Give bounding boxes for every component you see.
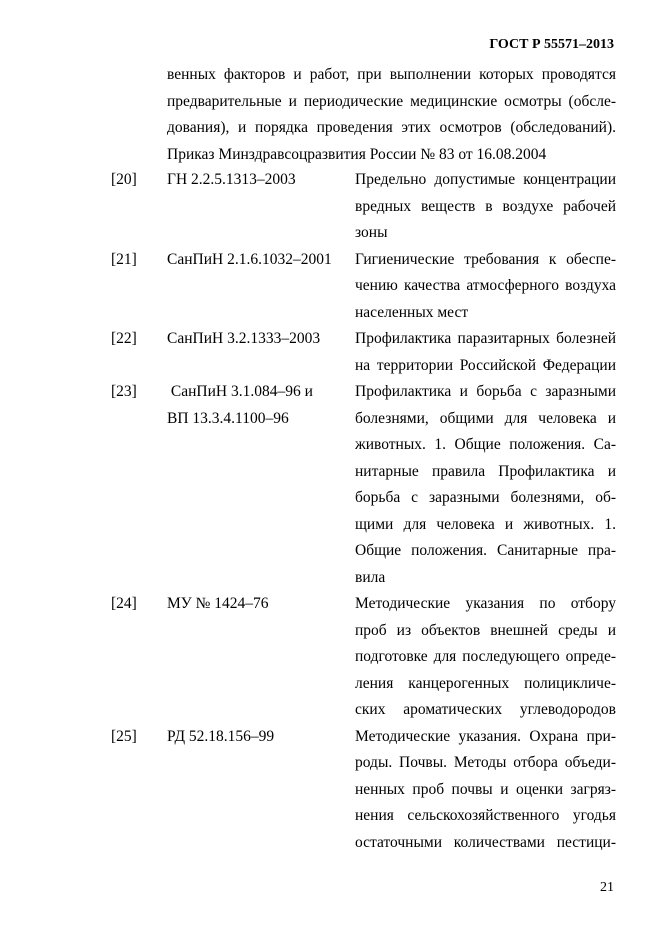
reference-description-line: подготовке для последующего опреде- bbox=[355, 648, 616, 665]
reference-entry bbox=[0, 591, 661, 724]
reference-code-line: ВП 13.3.4.1100–96 bbox=[167, 409, 289, 427]
reference-description-line: ления канцерогенных полицикличе- bbox=[355, 674, 616, 692]
reference-code-line: РД 52.18.156–99 bbox=[167, 727, 275, 745]
reference-code bbox=[167, 326, 320, 353]
reference-description-line: нитарные правила Профилактика и bbox=[355, 462, 616, 480]
reference-description-line: чению качества атмосферного воздуха bbox=[355, 277, 616, 294]
reference-number: [22] bbox=[111, 330, 137, 347]
page-number: 21 bbox=[600, 880, 614, 895]
reference-description-line: населенных мест bbox=[355, 303, 469, 321]
reference-code bbox=[167, 167, 296, 194]
reference-code-line: СанПиН 3.1.084–96 и bbox=[167, 383, 313, 400]
continuation-line: Приказ Минздравсоцразвития России № 83 от 16.08.2004 bbox=[167, 145, 547, 163]
reference-number: [24] bbox=[111, 595, 137, 612]
reference-number: [23] bbox=[111, 383, 137, 400]
reference-code bbox=[167, 379, 313, 432]
reference-number: [21] bbox=[111, 250, 137, 268]
reference-entry bbox=[0, 326, 661, 379]
reference-description-line: на территории Российской Федерации bbox=[355, 356, 616, 374]
reference-code-line: СанПиН 2.1.6.1032–2001 bbox=[167, 250, 332, 268]
reference-description-line: болезнями, общими для человека и bbox=[355, 409, 616, 427]
reference-description-line: нения сельскохозяйственного угодья bbox=[355, 807, 616, 824]
reference-description-line: вила bbox=[355, 568, 386, 586]
reference-code bbox=[167, 724, 274, 751]
document-header: ГОСТ Р 55571–2013 bbox=[489, 37, 614, 52]
reference-description-line: Гигиенические требования к обеспе- bbox=[355, 250, 616, 268]
reference-entry bbox=[0, 167, 661, 247]
continuation-line: венных факторов и работ, при выполнении которых проводятся bbox=[167, 66, 616, 83]
reference-description-line: зоны bbox=[355, 224, 388, 241]
reference-entry bbox=[0, 379, 661, 591]
reference-description bbox=[355, 379, 616, 591]
reference-description-line: остаточными количествами пестици- bbox=[355, 833, 616, 851]
reference-code bbox=[167, 591, 269, 618]
reference-number: [25] bbox=[111, 727, 137, 745]
reference-description-line: борьба с заразными болезнями, об- bbox=[355, 489, 616, 506]
reference-description-line: щими для человека и животных. 1. bbox=[355, 515, 616, 533]
continuation-paragraph bbox=[167, 62, 616, 168]
reference-description-line: ненных проб почвы и оценки загряз- bbox=[355, 780, 616, 798]
reference-entry bbox=[0, 247, 661, 327]
reference-description-line: животных. 1. Общие положения. Са- bbox=[355, 436, 616, 453]
reference-description bbox=[355, 326, 616, 379]
reference-code-line: МУ № 1424–76 bbox=[167, 595, 269, 612]
reference-description bbox=[355, 167, 616, 247]
reference-description bbox=[355, 591, 616, 724]
reference-number: [20] bbox=[111, 171, 137, 188]
reference-description-line: Профилактика паразитарных болезней bbox=[355, 330, 616, 347]
reference-description-line: Методические указания. Охрана при- bbox=[355, 727, 616, 745]
reference-description-line: Методические указания по отбору bbox=[355, 595, 616, 612]
reference-list bbox=[0, 167, 661, 856]
reference-description bbox=[355, 724, 616, 857]
reference-entry bbox=[0, 724, 661, 857]
reference-description-line: роды. Почвы. Методы отбора объеди- bbox=[355, 754, 616, 771]
reference-description bbox=[355, 247, 616, 327]
reference-description-line: ских ароматических углеводородов bbox=[355, 701, 616, 718]
reference-description-line: вредных веществ в воздухе рабочей bbox=[355, 197, 616, 215]
reference-description-line: Общие положения. Санитарные пра- bbox=[355, 542, 616, 559]
reference-description-line: проб из объектов внешней среды и bbox=[355, 621, 616, 639]
reference-code-line: СанПиН 3.2.1333–2003 bbox=[167, 330, 321, 347]
continuation-line: предварительные и периодические медицинские осмотры (обсле- bbox=[167, 92, 616, 110]
reference-code-line: ГН 2.2.5.1313–2003 bbox=[167, 171, 296, 188]
continuation-line: дования), и порядка проведения этих осмотров (обследований). bbox=[167, 119, 616, 136]
reference-description-line: Профилактика и борьба с заразными bbox=[355, 383, 616, 400]
reference-code bbox=[167, 247, 332, 274]
reference-description-line: Предельно допустимые концентрации bbox=[355, 171, 616, 188]
